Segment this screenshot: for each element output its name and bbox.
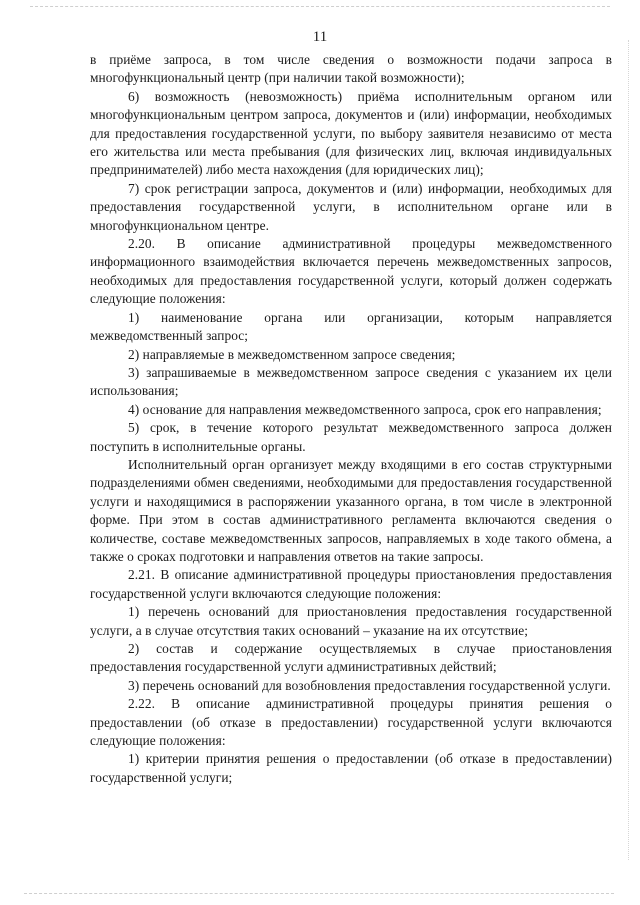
paragraph: 1) критерии принятия решения о предоставлении (об отказе в предоставлении) государственной услуги; [90,751,612,785]
paragraph: 5) срок, в течение которого результат межведомственного запроса должен поступить в исполнительные органы. [90,420,612,454]
paragraph: 1) перечень оснований для приостановления предоставления государственной услуги, а в случае отсутствия таких оснований – указание на их отсутствие; [90,604,612,638]
paragraph: 1) наименование органа или организации, которым направляется межведомственный запрос; [90,309,612,344]
paragraph: 4) основание для направления межведомственного запроса, срок его направления; [128,401,602,417]
scan-edge-top [30,6,610,7]
paragraph: 6) возможность (невозможность) приёма исполнительным органом или многофункциональным центром запроса, документов и (или) информации, необходимых для предоставления государственной услуги, по выбору заявителя независимо от места его жительства или места пребывания (для физических лиц, включая индивидуальных предпринимателей) либо места нахождения (для юридических лиц); [90,88,612,178]
paragraph: 3) перечень оснований для возобновления предоставления государственной услуги. [128,677,611,693]
document-body [90,51,612,787]
paragraph: 2) направляемые в межведомственном запросе сведения; [128,346,456,362]
paragraph: 3) запрашиваемые в межведомственном запросе сведения с указанием их цели использования; [90,364,612,399]
paragraph: 2) состав и содержание осуществляемых в случае приостановления предоставления государственной услуги административных действий; [90,641,612,675]
paragraph: 7) срок регистрации запроса, документов и (или) информации, необходимых для предоставления государственной услуги, в исполнительном органе или в многофункциональном центре. [90,180,612,233]
paragraph: 2.20. В описание административной процедуры межведомственного информационного взаимодействия включается перечень межведомственных запросов, необходимых для предоставления государственной услуги, который должен содержать следующие положения: [90,236,612,307]
page-number: 11 [312,29,328,45]
paragraph: 2.21. В описание административной процедуры приостановления предоставления государственной услуги включаются следующие положения: [90,567,612,601]
paragraph: Исполнительный орган организует между входящими в его состав структурными подразделениями обмен сведениями, необходимыми для предоставления государственной услуги и находящимися в распоряжении указанного органа, в том числе в электронной форме. При этом в состав административного регламента включаются сведения о количестве, составе межведомственных запросов, направляемых в ходе такого обмена, а также о сроках подготовки и направления ответов на такие запросы. [90,456,612,564]
paragraph: в приёме запроса, в том числе сведения о возможности подачи запроса в многофункциональный центр (при наличии такой возможности); [90,52,612,86]
scan-edge-bottom [24,893,614,894]
paragraph: 2.22. В описание административной процедуры принятия решения о предоставлении (об отказе в предоставлении) государственной услуги включаются следующие положения: [90,696,612,749]
scan-edge-right [628,40,629,860]
